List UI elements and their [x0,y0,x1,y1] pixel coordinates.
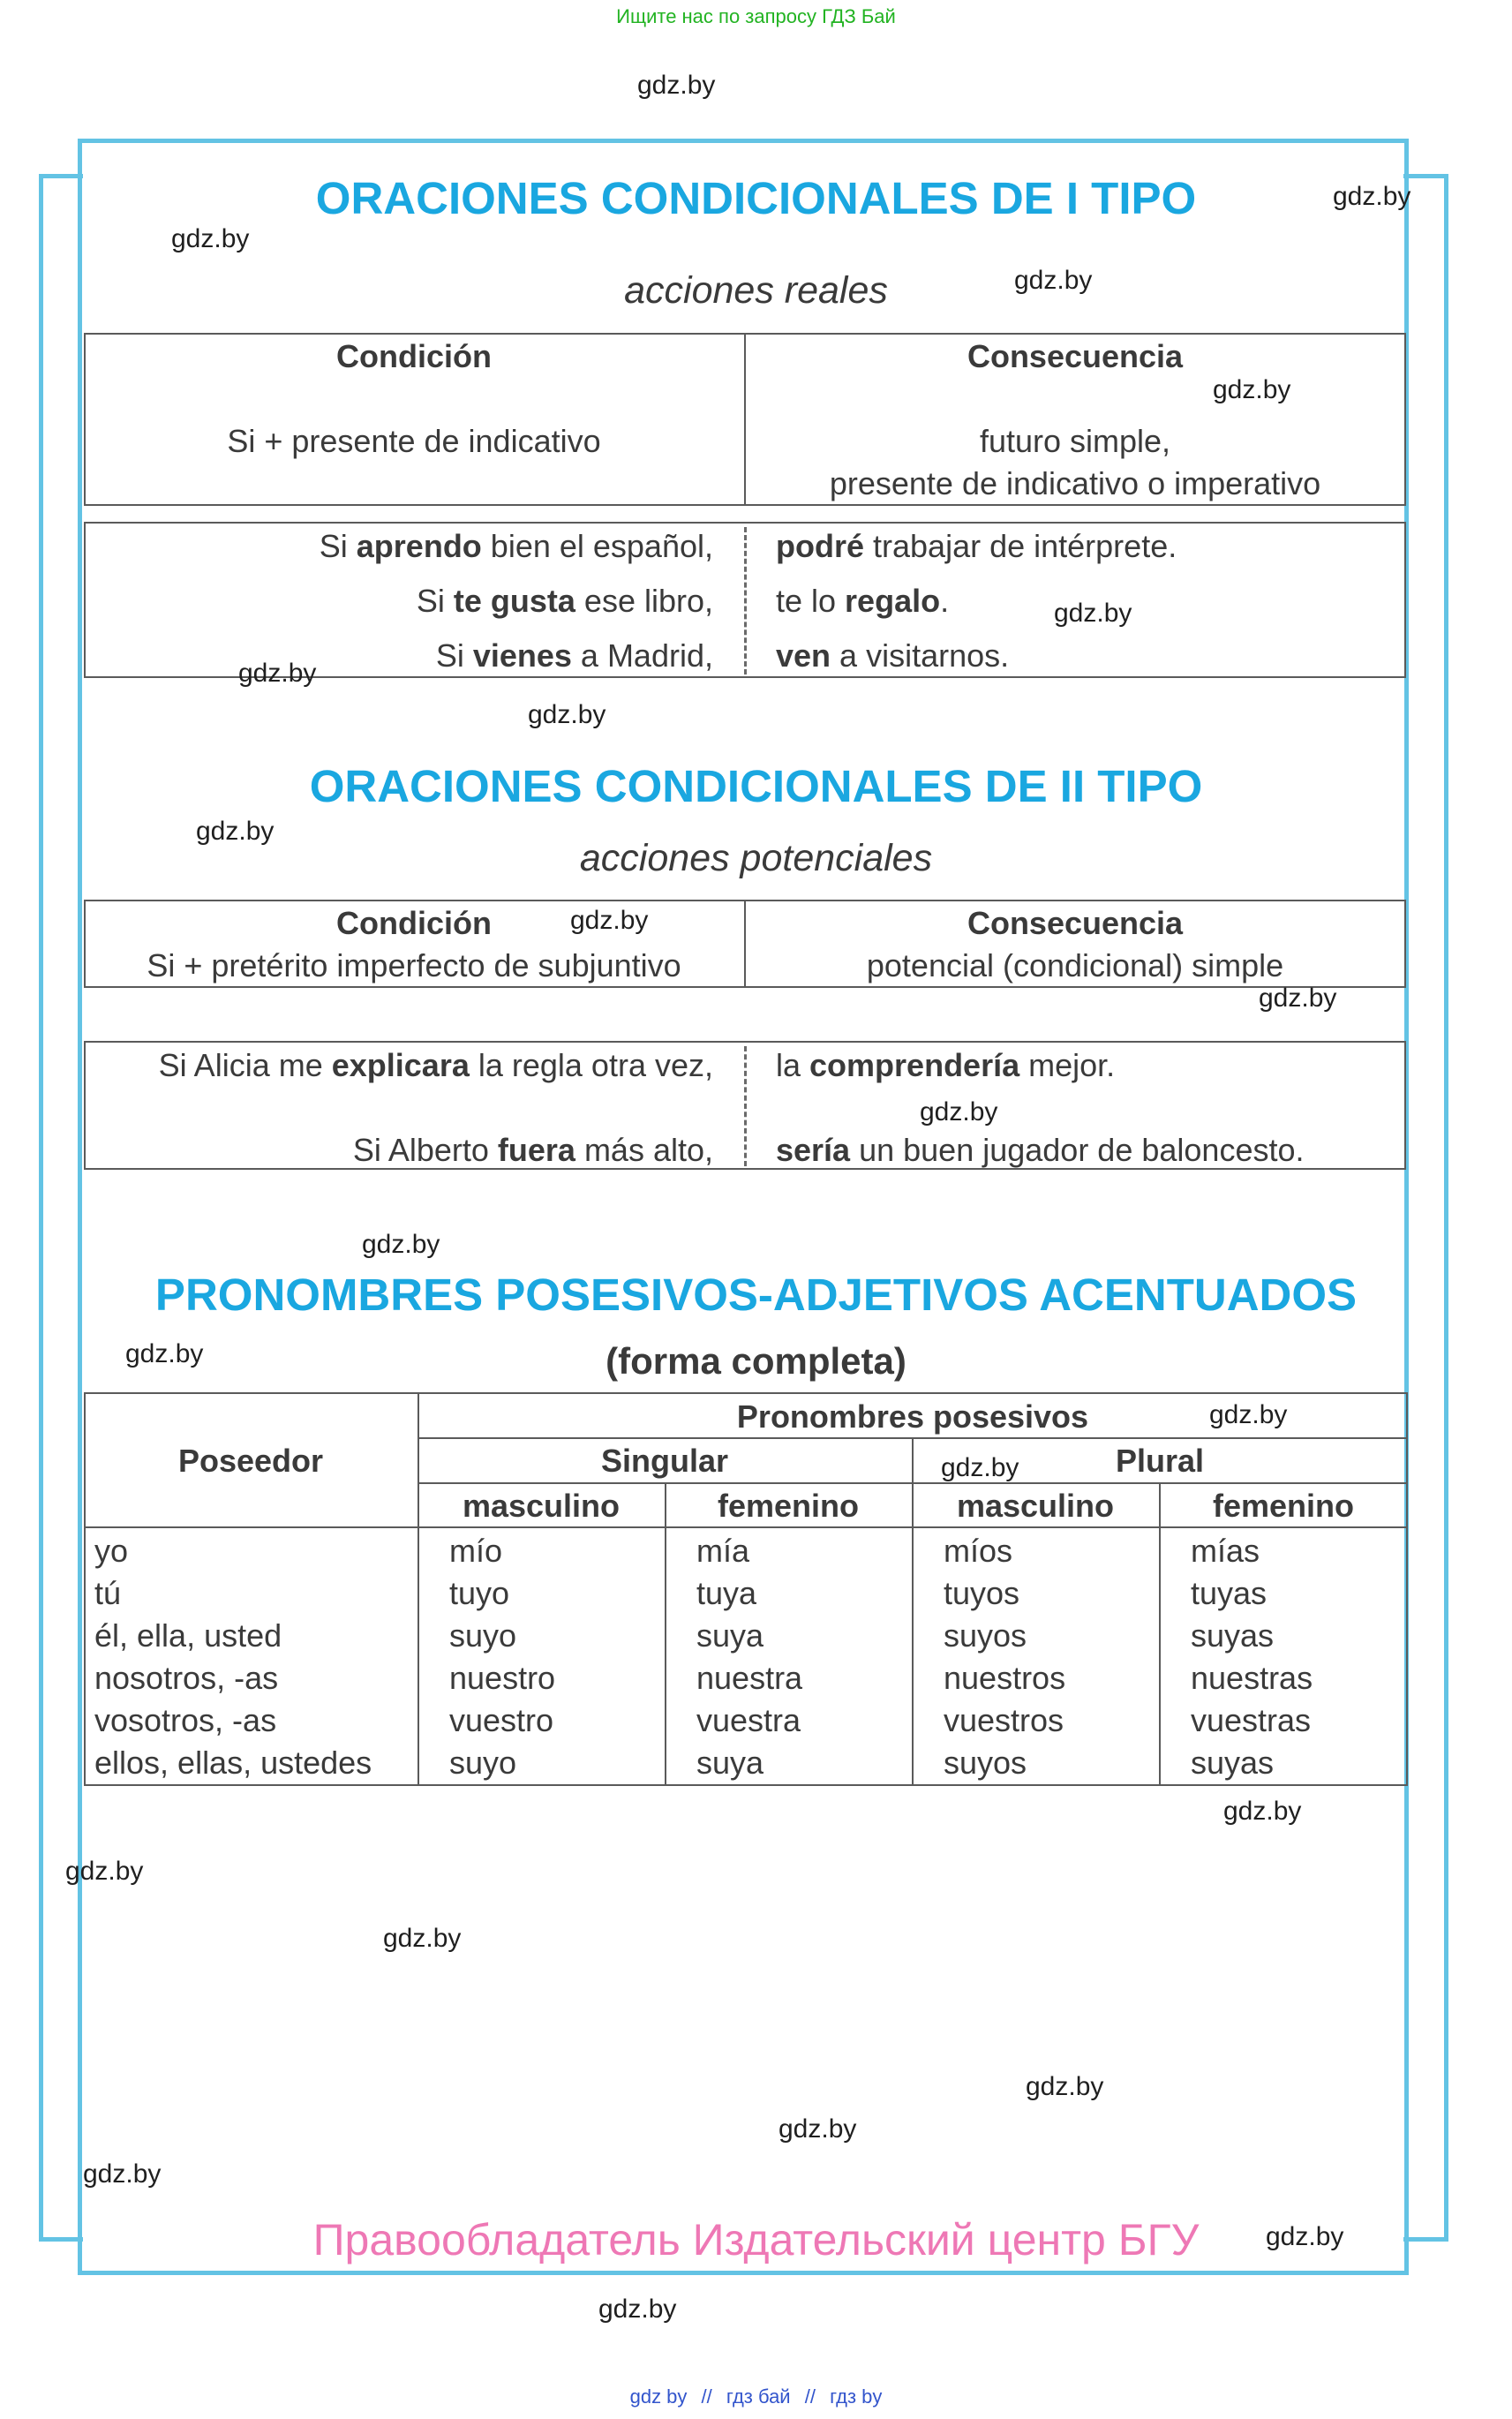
row-4-sing-masc: nuestro [449,1660,556,1696]
section2-examples-divider [744,1046,747,1166]
frame-corner-tr-v [1444,174,1448,2242]
watermark[interactable]: gdz.by [1259,983,1337,1013]
watermark[interactable]: gdz.by [238,659,317,688]
header-plural: Plural [1115,1443,1205,1479]
row-6-poseedor: ellos, ellas, ustedes [94,1745,372,1781]
table-vline-sing [665,1482,666,1786]
row-4-poseedor: nosotros, -as [94,1660,279,1696]
table-hline-3 [84,1526,1408,1528]
header-sing-masc: masculino [462,1488,621,1524]
footer-separator: // [804,2385,816,2408]
frame-corner-tl-v [39,174,43,2240]
watermark[interactable]: gdz.by [362,1230,440,1259]
row-3-pl-fem: suyas [1191,1617,1275,1654]
row-2-poseedor: tú [94,1575,122,1611]
row-5-pl-masc: vuestros [944,1702,1064,1738]
section1-example-1-condition: Si aprendo bien el español, [319,528,713,564]
section1-condition-text: Si + presente de indicativo [227,423,601,459]
watermark[interactable]: gdz.by [779,2114,857,2144]
section1-consequence-line2: presente de indicativo o imperativo [829,465,1321,501]
section2-consequence-header: Consecuencia [967,905,1184,941]
section1-subtitle: acciones reales [624,269,888,312]
section3-subtitle: (forma completa) [606,1340,906,1382]
watermark[interactable]: gdz.by [1014,266,1093,295]
footer-separator: // [701,2385,712,2408]
row-3-pl-masc: suyos [944,1617,1027,1654]
row-6-sing-masc: suyo [449,1745,517,1781]
section3-title: PRONOMBRES POSESIVOS-ADJETIVOS ACENTUADOS [154,1270,1358,1320]
section1-example-2-consequence: te lo regalo. [776,583,950,619]
row-1-sing-fem: mía [696,1533,750,1569]
footer-link-3[interactable]: гдз by [830,2385,883,2408]
header-sing-fem: femenino [717,1488,859,1524]
row-5-pl-fem: vuestras [1191,1702,1312,1738]
section1-title: ORACIONES CONDICIONALES DE I TIPO [315,173,1197,223]
section2-example-1-consequence: la comprendería mejor. [776,1047,1116,1083]
footer-links [0,2385,1512,2408]
section1-examples-divider [744,527,747,674]
watermark[interactable]: gdz.by [528,700,606,729]
watermark[interactable]: gdz.by [383,1924,462,1953]
watermark[interactable]: gdz.by [1054,599,1132,628]
section2-condition-header: Condición [336,905,492,941]
row-3-sing-fem: suya [696,1617,764,1654]
row-4-sing-fem: nuestra [696,1660,803,1696]
header-pronombres: Pronombres posesivos [736,1398,1089,1435]
row-6-pl-masc: suyos [944,1745,1027,1781]
watermark[interactable]: gdz.by [941,1453,1019,1482]
watermark[interactable]: gdz.by [171,224,250,253]
header-pl-fem: femenino [1212,1488,1354,1524]
header-poseedor: Poseedor [177,1443,324,1479]
watermark[interactable]: gdz.by [598,2295,677,2324]
row-3-sing-masc: suyo [449,1617,517,1654]
footer-link-1[interactable]: gdz by [629,2385,688,2408]
section2-example-2-condition: Si Alberto fuera más alto, [352,1132,713,1168]
watermark[interactable]: gdz.by [125,1339,204,1368]
watermark[interactable]: gdz.by [65,1857,144,1886]
watermark[interactable]: gdz.by [570,906,649,935]
row-3-poseedor: él, ella, usted [94,1617,282,1654]
section1-condition-header: Condición [336,338,492,374]
row-6-sing-fem: suya [696,1745,764,1781]
watermark[interactable]: gdz.by [920,1097,998,1127]
row-2-sing-masc: tuyo [449,1575,510,1611]
row-5-sing-masc: vuestro [449,1702,554,1738]
watermark[interactable]: gdz.by [1209,1400,1288,1429]
row-6-pl-fem: suyas [1191,1745,1275,1781]
section1-consequence-header: Consecuencia [967,338,1184,374]
row-1-pl-masc: míos [944,1533,1013,1569]
watermark[interactable]: gdz.by [637,71,716,100]
header-pl-masc: masculino [956,1488,1115,1524]
watermark[interactable]: gdz.by [1266,2222,1344,2251]
watermark[interactable]: gdz.by [1026,2072,1104,2101]
watermark[interactable]: gdz.by [196,817,275,846]
footer-link-2[interactable]: гдз бай [726,2385,791,2408]
row-4-pl-fem: nuestras [1191,1660,1313,1696]
copyright-text: Правообладатель Издательский центр БГУ [312,2215,1200,2265]
row-2-pl-masc: tuyos [944,1575,1020,1611]
watermark[interactable]: gdz.by [1213,375,1291,404]
section2-consequence-text: potencial (condicional) simple [866,947,1284,983]
section1-consequence-line1: futuro simple, [979,423,1171,459]
row-2-sing-fem: tuya [696,1575,757,1611]
section2-example-2-consequence: sería un buen jugador de baloncesto. [776,1132,1305,1168]
section1-example-3-condition: Si vienes a Madrid, [435,637,713,674]
watermark[interactable]: gdz.by [1333,182,1411,211]
section2-example-1-condition: Si Alicia me explicara la regla otra vez, [158,1047,713,1083]
table-vline-plural-fem [1159,1482,1161,1786]
row-5-sing-fem: vuestra [696,1702,801,1738]
section1-example-1-consequence: podré trabajar de intérprete. [776,528,1177,564]
section1-example-3-consequence: ven a visitarnos. [776,637,1010,674]
row-4-pl-masc: nuestros [944,1660,1066,1696]
row-1-sing-masc: mío [449,1533,503,1569]
section2-condition-text: Si + pretérito imperfecto de subjuntivo [147,947,681,983]
watermark[interactable]: gdz.by [1223,1797,1302,1826]
top-banner[interactable]: Ищите нас по запросу ГДЗ Бай [616,5,896,27]
section2-title: ORACIONES CONDICIONALES DE II TIPO [309,761,1203,811]
row-5-poseedor: vosotros, -as [94,1702,277,1738]
row-2-pl-fem: tuyas [1191,1575,1268,1611]
watermark[interactable]: gdz.by [83,2159,162,2189]
section1-example-2-condition: Si te gusta ese libro, [416,583,713,619]
header-singular: Singular [600,1443,729,1479]
row-1-poseedor: yo [94,1533,129,1569]
section2-subtitle: acciones potenciales [579,837,933,879]
row-1-pl-fem: mías [1191,1533,1260,1569]
